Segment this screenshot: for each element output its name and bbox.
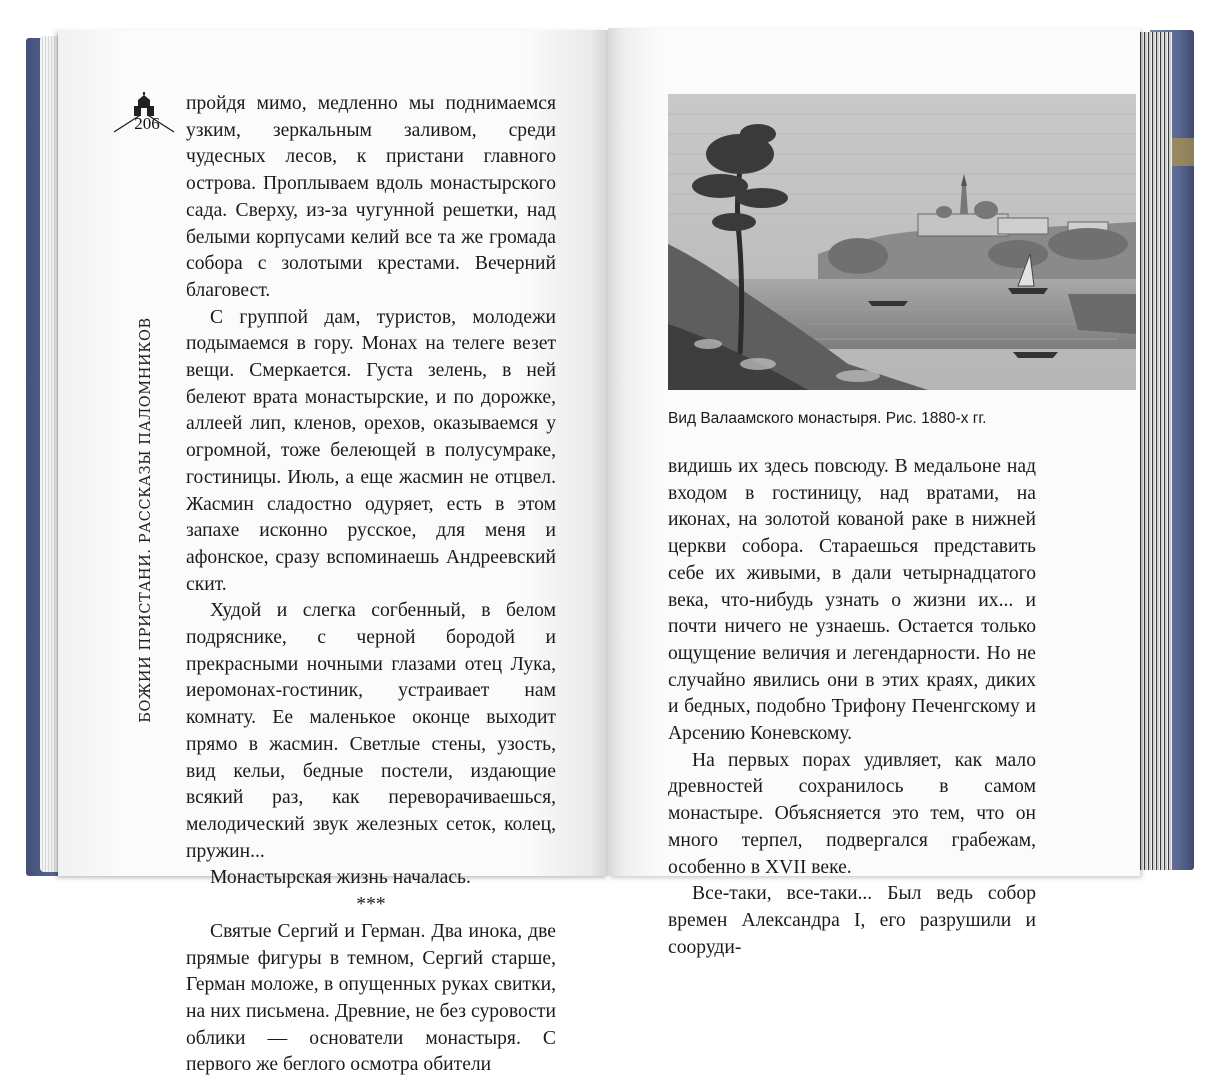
page-number: 206 bbox=[134, 114, 160, 133]
paragraph: На первых порах удивляет, как мало древностей сохранилось в самом монастыре. Объясняется это тем, что он много терпел, подвергался грабежам, особенно в XVII веке. bbox=[668, 749, 1036, 878]
section-divider: *** bbox=[356, 894, 386, 916]
engraving-image bbox=[668, 94, 1136, 390]
paragraph: Худой и слегка согбенный, в белом подряснике, с черной бородой и прекрасными ночными глазами отец Лука, иеромонах-гостиник, устраивает нам комнату. Ее маленькое оконце выходит прямо в жасмин. Светлые стены, узость, вид кельи, бедные постели, издающие всякий раз, как переворачиваешься, мелодический звук железных сеток, колец, пружин... bbox=[186, 600, 556, 862]
paragraph: С группой дам, туристов, молодежи подымаемся в гору. Монах на телеге везет вещи. Смеркается. Густа зелень, в ней белеют врата монастырские, и по дорожке, аллеей лип, кленов, орехов, оказываемся у огромной, тоже белеющей в полусумраке, гостиницы. Июль, а еще жасмин не отцвел. Жасмин сладостно одуряет, есть в этом запахе исконно русское, для меня и афонское, сразу вспоминаешь Андреевский скит. bbox=[186, 306, 556, 595]
right-page-text bbox=[668, 454, 1036, 961]
page-edges-right bbox=[1136, 32, 1172, 870]
monastery-engraving bbox=[668, 94, 1136, 390]
paragraph: видишь их здесь повсюду. В медальоне над входом в гостиницу, над вратами, на иконах, на золотой кованой раке в нижней церкви собора. Стараешься представить себе их живыми, в дали четырнадцатого века, что-нибудь узнать о жизни их... и почти ничего не узнаешь. Остается только ощущение величия и легендарности. Но не случайно явились они в этих краях, диких и бедных, подобно Трифону Печенгскому и Арсению Коневскому. bbox=[668, 456, 1036, 745]
paragraph: Святые Сергий и Герман. Два инока, две прямые фигуры в темном, Сергий старше, Герман моложе, в опущенных руках свитки, на них письмена. Древние, не без суровости облики — основатели монастыря. С первого же беглого осмотра обители bbox=[186, 920, 556, 1076]
paragraph: Монастырская жизнь началась. bbox=[210, 867, 471, 889]
paragraph: Все-таки, все-таки... Был ведь собор времен Александра I, его разрушили и сооруди- bbox=[668, 883, 1036, 958]
running-head: БОЖИИ ПРИСТАНИ. РАССКАЗЫ ПАЛОМНИКОВ bbox=[138, 317, 154, 723]
paragraph: пройдя мимо, медленно мы поднимаемся узким, зеркальным заливом, среди чудесных лесов, к пристани главного острова. Проплываем вдоль монастырского сада. Сверху, из-за чугунной решетки, над белыми корпусами келий все та же громада собора с золотыми крестами. Вечерний благовест. bbox=[186, 93, 556, 301]
left-page-text bbox=[186, 91, 556, 1079]
illustration-caption: Вид Валаамского монастыря. Рис. 1880-х гг. bbox=[668, 410, 987, 427]
